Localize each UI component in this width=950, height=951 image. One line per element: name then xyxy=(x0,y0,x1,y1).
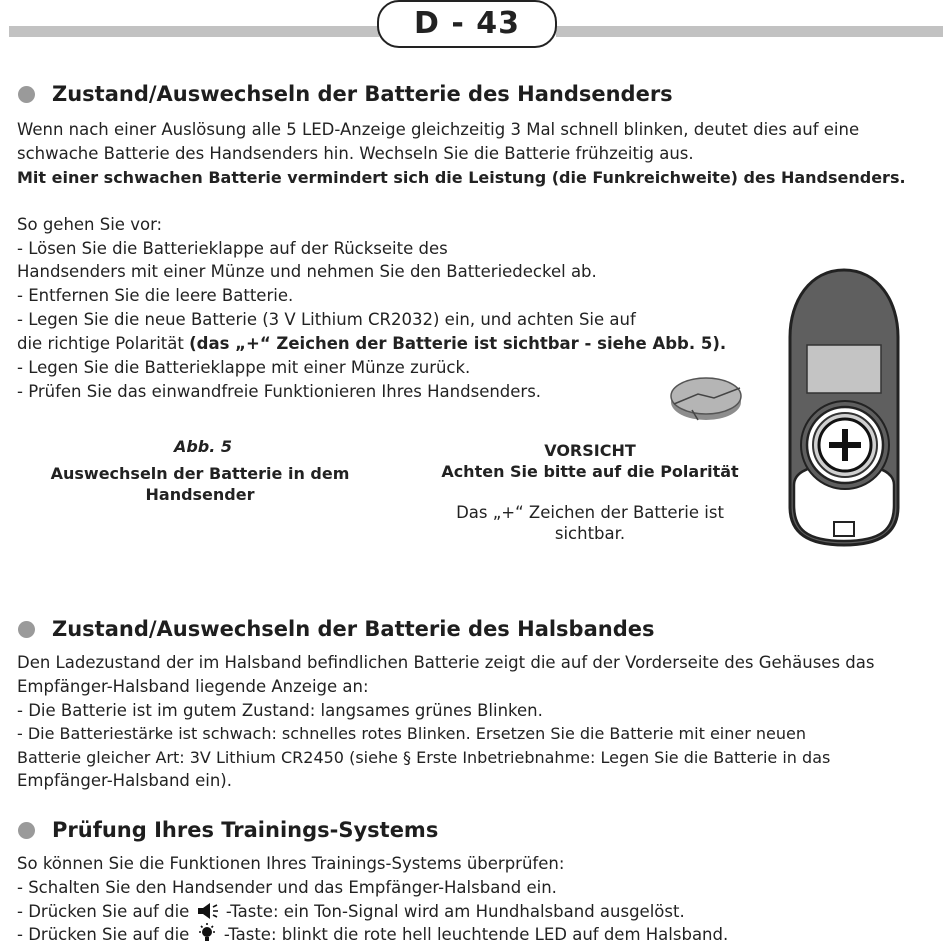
paragraph-line: schwache Batterie des Handsenders hin. Wechseln Sie die Batterie frühzeitig aus. xyxy=(17,144,694,163)
handheld-transmitter-illustration xyxy=(782,267,906,549)
warning-line: Mit einer schwachen Batterie vermindert sich die Leistung (die Funkreichweite) des Handsenders. xyxy=(17,168,906,187)
step-line xyxy=(17,923,728,947)
step-text: -Taste: ein Ton-Signal wird am Hundhalsband ausgelöst. xyxy=(220,902,685,921)
header-bar-left xyxy=(9,26,379,37)
caution-title: VORSICHT xyxy=(544,441,636,460)
step-line xyxy=(17,900,685,924)
step-emphasis: (das „+“ Zeichen der Batterie ist sichtbar - siehe Abb. 5). xyxy=(189,334,727,353)
section-heading-text: Prüfung Ihres Trainings-Systems xyxy=(52,818,439,842)
step-text: die richtige Polarität xyxy=(17,334,190,353)
paragraph-line: - Die Batterie ist im gutem Zustand: langsames grünes Blinken. xyxy=(17,701,543,720)
section-heading xyxy=(18,818,438,842)
plus-icon xyxy=(819,419,871,471)
step-line xyxy=(17,332,726,356)
header-bar-right xyxy=(556,26,943,37)
steps-intro: So gehen Sie vor: xyxy=(17,215,163,234)
figure-caption: Auswechseln der Batterie in dem xyxy=(50,464,350,483)
paragraph-line: Wenn nach einer Auslösung alle 5 LED-Anzeige gleichzeitig 3 Mal schnell blinken, deutet dies auf eine xyxy=(17,120,860,139)
paragraph-line: Batterie gleicher Art: 3V Lithium CR2450 (siehe § Erste Inbetriebnahme: Legen Sie die Batterie in das xyxy=(17,748,831,767)
page-number-badge: D - 43 xyxy=(377,0,557,48)
step-text: -Taste: blinkt die rote hell leuchtende LED auf dem Halsband. xyxy=(218,925,729,944)
section-heading-text: Zustand/Auswechseln der Batterie des Handsenders xyxy=(52,82,673,106)
step-line: - Lösen Sie die Batterieklappe auf der Rückseite des xyxy=(17,239,448,258)
section-heading xyxy=(18,617,655,641)
caution-text: Das „+“ Zeichen der Batterie ist xyxy=(456,503,724,522)
step-line: - Entfernen Sie die leere Batterie. xyxy=(17,286,294,305)
figure-caption: Handsender xyxy=(145,485,255,504)
speaker-icon xyxy=(197,902,219,920)
bullet-dot-icon xyxy=(18,86,35,103)
coin-battery-illustration xyxy=(668,374,746,428)
step-text: - Drücken Sie auf die xyxy=(17,902,195,921)
section-heading xyxy=(18,82,673,106)
step-line: - Prüfen Sie das einwandfreie Funktionieren Ihres Handsenders. xyxy=(17,382,542,401)
step-text: - Drücken Sie auf die xyxy=(17,925,195,944)
paragraph-line: - Die Batteriestärke ist schwach: schnelles rotes Blinken. Ersetzen Sie die Batterie mit einer neuen xyxy=(17,724,806,743)
paragraph-line: So können Sie die Funktionen Ihres Trainings-Systems überprüfen: xyxy=(17,854,565,873)
step-line: - Legen Sie die neue Batterie (3 V Lithium CR2032) ein, und achten Sie auf xyxy=(17,310,636,329)
bullet-dot-icon xyxy=(18,621,35,638)
paragraph-line: Empfänger-Halsband liegende Anzeige an: xyxy=(17,677,369,696)
caution-subtitle: Achten Sie bitte auf die Polarität xyxy=(441,462,739,481)
bullet-dot-icon xyxy=(18,822,35,839)
step-line: - Schalten Sie den Handsender und das Empfänger-Halsband ein. xyxy=(17,878,557,897)
caution-text: sichtbar. xyxy=(554,524,626,543)
section-heading-text: Zustand/Auswechseln der Batterie des Halsbandes xyxy=(52,617,655,641)
paragraph-line: Empfänger-Halsband ein). xyxy=(17,771,232,790)
figure-label: Abb. 5 xyxy=(173,437,233,456)
light-icon xyxy=(197,923,217,943)
step-line: Handsenders mit einer Münze und nehmen Sie den Batteriedeckel ab. xyxy=(17,262,597,281)
paragraph-line: Den Ladezustand der im Halsband befindlichen Batterie zeigt die auf der Vorderseite des Gehäuses das xyxy=(17,653,875,672)
step-line: - Legen Sie die Batterieklappe mit einer Münze zurück. xyxy=(17,358,471,377)
